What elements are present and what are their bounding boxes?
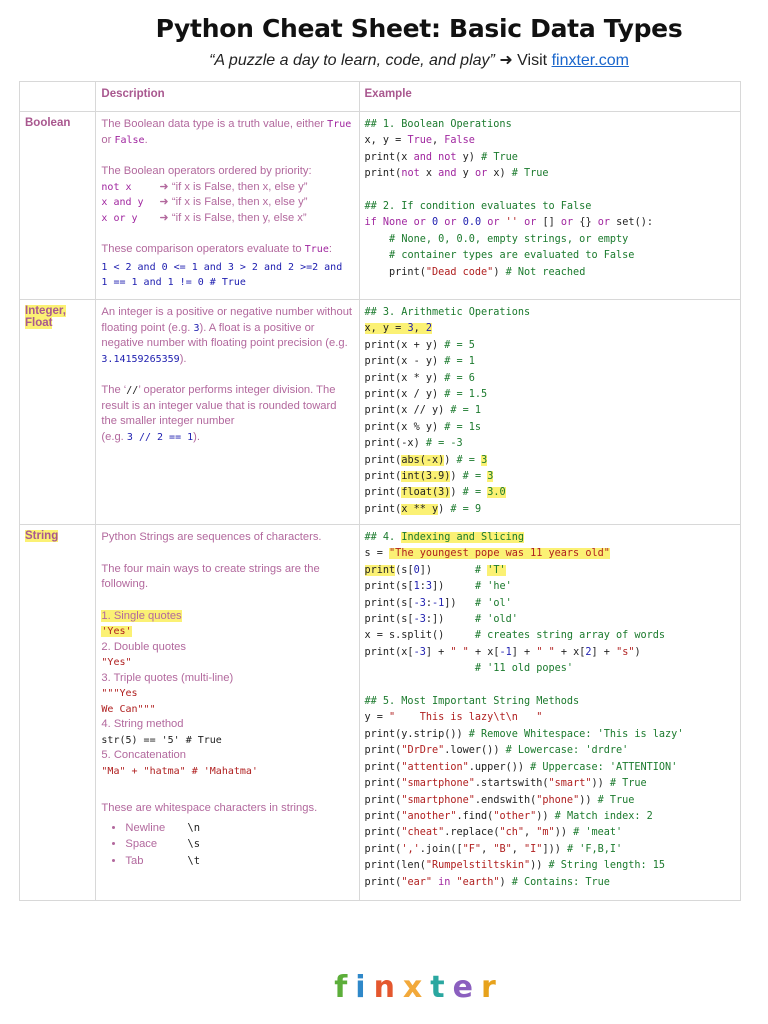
way-3-code: """Yes [101,688,138,699]
text: 1. Single quotes [101,609,182,622]
way-1 [101,609,353,625]
way-3: 3. Triple quotes (multi-line) [101,671,234,684]
list-item [125,837,353,853]
boolean-para-1 [101,117,353,148]
arrow-icon: ➜ [499,52,513,69]
way-2-code: "Yes" [101,657,132,668]
text: ). A float is a positive or negative number with floating point precision (e.g. [101,321,348,349]
category-integer-float [20,300,96,525]
way-2: 2. Double quotes [101,640,186,653]
op-line [101,211,353,227]
ws-name: Tab [125,854,144,867]
boolean-para-3 [101,242,353,291]
integer-para-1 [101,305,353,367]
logo-letter: x [402,970,431,1005]
ws-value: \t [187,854,201,867]
example-line [101,430,353,446]
ws-value: \s [187,838,201,850]
text: . [144,133,148,146]
category-string [20,525,96,901]
text: (e.g. [101,430,124,443]
ws-value: \n [187,821,201,834]
code-example: 3 // 2 == 1 [126,431,194,443]
code-and: x and y [101,197,144,208]
code-true: True [327,119,352,130]
page-title: Python Cheat Sheet: Basic Data Types [155,14,683,43]
category-label: Integer, [25,305,66,317]
text: The Boolean operators ordered by priority: [101,165,312,177]
integer-example: ## 3. Arithmetic Operations x, y = 3, 2 print(x + y) # = 5 print(x - y) # = 1 print(x * y) # = 6 print(x / y) # = 1.5 print(x // y) # = 1 print(x % y) # = 1s print(-x) # = -3 print(abs(-x)) # = 3 print(int(3.9)) # = 3 print(float(3)) # = 3.0 print(x ** y) # = 9 [359,300,741,525]
table-row [20,525,741,901]
way-4: 4. String method [101,718,184,730]
finxter-logo [0,970,768,1005]
text: : [328,243,332,255]
subtitle-quote: “A puzzle a day to learn, code, and play” [209,52,495,69]
category-label: Float [25,317,53,329]
code-or: x or y [101,212,138,224]
string-para-1: Python Strings are sequences of characters. [101,531,322,543]
text: ). [179,352,187,365]
text: ➜ “if x is False, then y, else x” [159,211,307,224]
text: ➜ “if x is False, then x, else y” [159,180,308,193]
way-5: 5. Concatenation [101,749,186,761]
way-4-code: str(5) == '5' # True [101,734,222,746]
ws-name: Space [125,838,158,850]
cheat-sheet-table [19,81,741,901]
text: The Boolean data type is a truth value, either [101,118,325,130]
text: ➜ “if x is False, then x, else y” [159,196,308,208]
code-number: 3.14159265359 [101,353,180,365]
way-5-code: "Ma" + "hatma" # 'Mahatma' [101,765,258,777]
text: An integer is a positive or negative number without floating point (e.g. [101,306,353,334]
comparison-code: 1 < 2 and 0 <= 1 and 3 > 2 and 2 >=2 and [101,261,343,273]
table-row [20,112,741,300]
logo-letter: t [430,970,453,1005]
header-description: Description [96,82,359,112]
logo-letter: i [355,970,374,1005]
list-item [125,854,353,870]
logo-letter: f [334,970,356,1005]
integer-para-2 [101,383,353,445]
code-operator: // [126,385,139,396]
code: 'Yes' [101,626,132,637]
integer-description [96,300,359,525]
text: ). [193,430,200,443]
logo-letter: r [480,970,504,1005]
ws-name: Newline [125,821,166,834]
code-not: not x [101,181,132,193]
visit-label: Visit [517,52,548,69]
way-3-code: We Can""" [101,703,156,715]
string-description [96,525,359,901]
logo-letter: e [452,970,481,1005]
string-para-3: These are whitespace characters in strings. [101,802,318,814]
code-number: 3 [193,322,200,334]
comparison-code: 1 == 1 and 1 != 0 # True [101,277,246,288]
logo-letter: n [373,970,403,1005]
string-example: ## 4. Indexing and Slicing s = "The youngest pope was 11 years old" print(s[0]) # 'T' print(s[1:3]) # 'he' print(s[-3:-1]) # 'ol' print(s[-3:]) # 'old' x = s.split() # creates string array of words print(x[-3] + " " + x[-1] + " " + x[2] + "s") # '11 old popes' ## 5. Most Important String Methods y = " This is lazy\t\n " print(y.strip()) # Remove Whitespace: 'This is lazy' print("DrDre".lower()) # Lowercase: 'drdre' print("attention".upper()) # Uppercase: 'ATTENTION' print("smartphone".startswith("smart")) # True print("smartphone".endswith("phone")) # True print("another".find("other")) # Match index: 2 print("cheat".replace("ch", "m")) # 'meat' print(','.join(["F", "B", "I"])) # 'F,B,I' print(len("Rumpelstiltskin")) # String length: 15 print("ear" in "earth") # Contains: True [359,525,741,901]
subtitle [0,50,768,70]
way-1-code [101,624,353,640]
op-line [101,195,353,211]
boolean-example: ## 1. Boolean Operations x, y = True, False print(x and not y) # True print(not x and y or x) # True ## 2. If condition evaluates to False if None or 0 or 0.0 or '' or [] or {} or set(): # None, 0, 0.0, empty strings, or empty # container types are evaluated to False print("Dead code") # Not reached [359,112,741,300]
boolean-para-2 [101,164,353,226]
string-para-2: The four main ways to create strings are the following. [101,562,320,590]
code-false: False [114,134,145,146]
header-empty-cell [20,82,96,112]
text: These comparison operators evaluate to [101,243,302,255]
code-true: True [304,244,329,255]
text: The ‘ [101,384,127,396]
category-label: Boolean [25,117,71,129]
table-header-row [20,82,741,112]
string-ways [101,609,353,780]
boolean-description [96,112,359,300]
category-label: String [25,530,59,542]
header-example: Example [359,82,741,112]
finxter-link[interactable]: finxter.com [551,52,629,69]
table-row [20,300,741,525]
list-item [125,821,353,837]
text: or [101,133,115,146]
whitespace-list [101,821,353,870]
op-line [101,180,353,196]
text: ’ operator performs integer division. The result is an integer value that is rounded toward the smaller integer number [101,384,337,427]
category-boolean [20,112,96,300]
